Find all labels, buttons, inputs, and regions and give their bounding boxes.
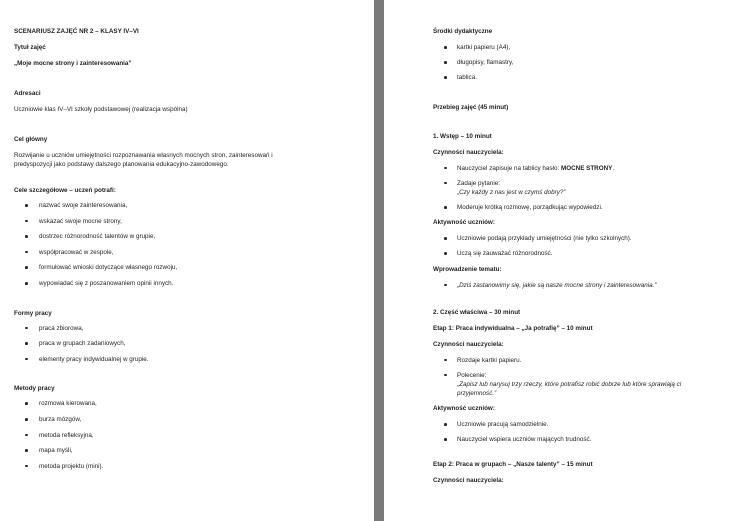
list-item: wypowiadać się z poszanowaniem opinii innych. <box>14 279 366 288</box>
list-item: praca zbiorowa, <box>14 324 366 333</box>
list-item: Moderuje krótką rozmowę, porządkując wypowiedzi. <box>433 203 746 212</box>
list-item: Polecenie: „Zapisz lub narysuj trzy rzeczy, które potrafisz robić dobrze lub które sprawiają ci przyjemność.” <box>433 371 746 398</box>
main-part-label: 2. Część właściwa – 30 minut <box>433 308 521 316</box>
detailed-goals-list <box>14 201 366 288</box>
left-page-content <box>14 27 366 477</box>
list-item: dostrzec różnorodność talentów w grupie, <box>14 232 366 241</box>
intro-students-list <box>433 234 746 258</box>
page-gutter <box>374 0 384 521</box>
main-goal-line-1: Rozwijanie u uczniów umiejętności rozpoznawania własnych mocnych stron, zainteresowań i <box>14 152 273 159</box>
list-item: mapa myśli, <box>14 446 366 455</box>
right-page <box>384 0 750 521</box>
list-item: praca w grupach zadaniowych, <box>14 339 366 348</box>
course-label: Przebieg zajęć (45 minut) <box>433 103 509 111</box>
addressees-value: Uczniowie klas IV–VI szkoły podstawowej (realizacja wspólna) <box>14 106 188 113</box>
intro-students-label: Aktywność uczniów: <box>433 219 495 227</box>
topic-label: Tytuł zajęć <box>14 44 46 51</box>
list-item: elementy pracy indywidualnej w grupie. <box>14 355 366 364</box>
list-item: nazwać swoje zainteresowania, <box>14 201 366 210</box>
forms-list <box>14 324 366 364</box>
document-title: SCENARIUSZ ZAJĘĆ NR 2 – KLASY IV–VI <box>14 28 139 35</box>
list-item: Nauczyciel zapisuje na tablicy hasło: MOCNE STRONY. <box>433 164 746 173</box>
stage2-teacher-label: Czynności nauczyciela: <box>433 477 504 485</box>
intro-topic-label: Wprowadzenie tematu: <box>433 265 502 273</box>
stage1-students-list <box>433 420 746 444</box>
aids-list <box>433 43 746 82</box>
list-item: długopisy, flamastry, <box>433 58 746 67</box>
list-item: Nauczyciel wspiera uczniów mających trudność. <box>433 435 746 444</box>
list-item: Uczniowie pracują samodzielnie. <box>433 420 746 429</box>
list-item: metoda projektu (mini). <box>14 462 366 471</box>
list-item: współpracować w zespole, <box>14 248 366 257</box>
list-item: tablica. <box>433 73 746 82</box>
aids-label: Środki dydaktyczne <box>433 28 493 35</box>
list-item: burza mózgów, <box>14 415 366 424</box>
list-item: Uczniowie podają przykłady umiejętności (nie tylko szkolnych). <box>433 234 746 243</box>
list-item: formułować wnioski dotyczące własnego rozwoju, <box>14 263 366 272</box>
intro-teacher-label: Czynności nauczyciela: <box>433 148 504 156</box>
topic-value: „Moje mocne strony i zainteresowania” <box>14 60 132 67</box>
stage1-students-label: Aktywność uczniów: <box>433 405 495 413</box>
stage1-teacher-list <box>433 356 746 398</box>
main-goal-line-2: predyspozycji jako podstawy dalszego planowania edukacyjno-zawodowego. <box>14 161 229 168</box>
intro-topic-list <box>433 281 746 290</box>
list-item: wskazać swoje mocne strony, <box>14 217 366 226</box>
stage1-teacher-label: Czynności nauczyciela: <box>433 340 504 348</box>
list-item: Rozdaje kartki papieru. <box>433 356 746 365</box>
list-item: kartki papieru (A4), <box>433 43 746 52</box>
left-page <box>0 0 374 521</box>
stage1-label: Etap 1: Praca indywidualna – „Ja potrafię” – 10 minut <box>433 324 593 332</box>
right-page-content <box>433 27 746 485</box>
intro-label: 1. Wstęp – 10 minut <box>433 132 492 140</box>
stage2-label: Etap 2: Praca w grupach – „Nasze talenty” – 15 minut <box>433 461 593 469</box>
addressees-label: Adresaci <box>14 90 41 97</box>
list-item: Zadaje pytanie: „Czy każdy z nas jest w czymś dobry?” <box>433 179 746 197</box>
methods-list <box>14 399 366 470</box>
intro-teacher-list <box>433 164 746 212</box>
list-item: metoda refleksyjna, <box>14 431 366 440</box>
list-item: „Dziś zastanowimy się, jakie są nasze mocne strony i zainteresowania.” <box>433 281 746 290</box>
forms-label: Formy pracy <box>14 309 52 317</box>
list-item: Uczą się zauważać różnorodność. <box>433 249 746 258</box>
main-goal-label: Cel główny <box>14 136 48 143</box>
methods-label: Metody pracy <box>14 385 55 393</box>
detailed-goals-label: Cele szczegółowe – uczeń potrafi: <box>14 187 116 194</box>
list-item: rozmowa kierowana, <box>14 399 366 408</box>
